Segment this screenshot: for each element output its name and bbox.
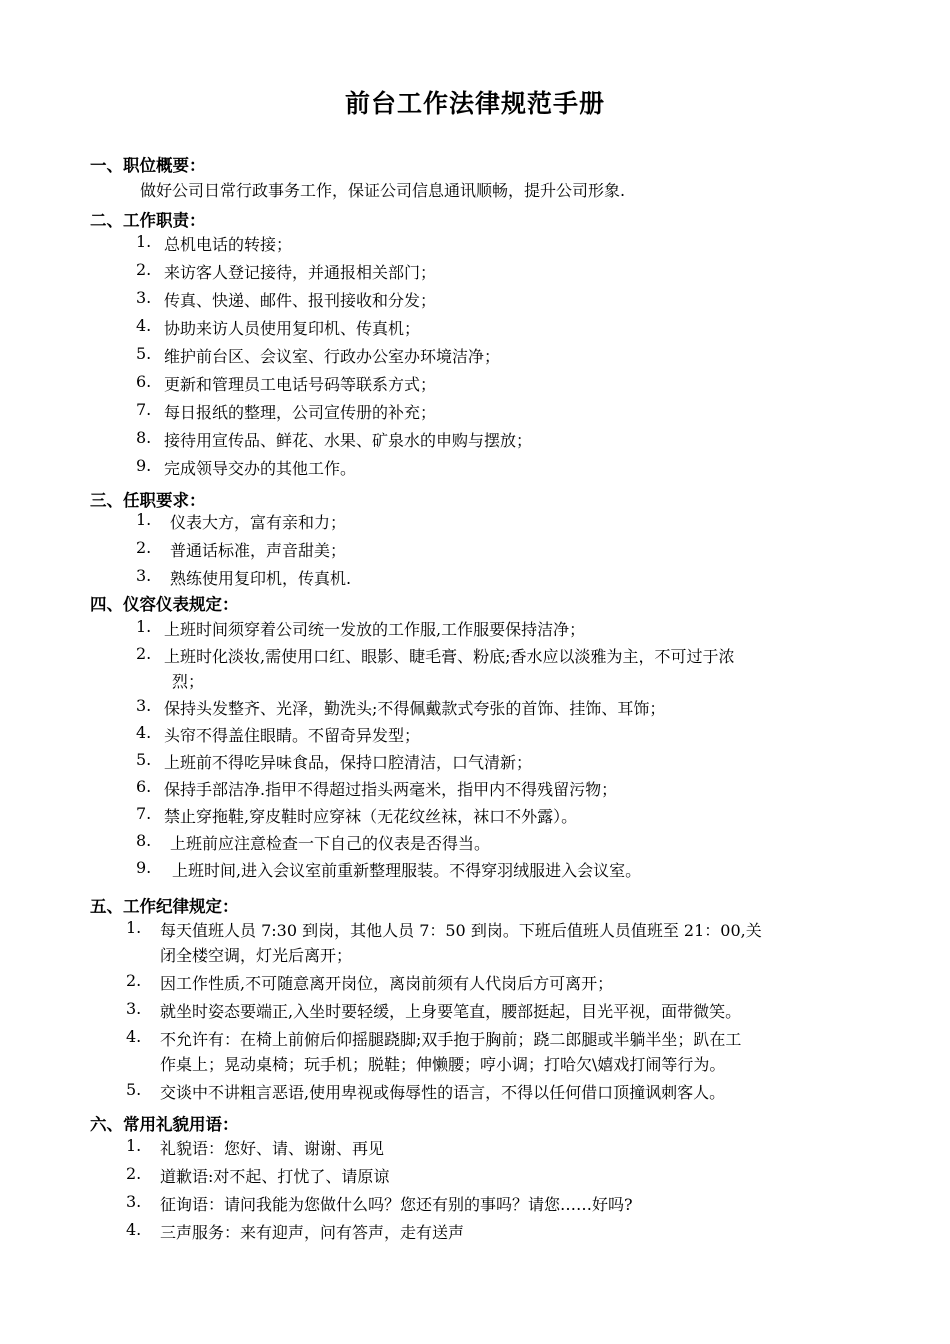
section-paragraph: 做好公司日常行政事务工作，保证公司信息通讯顺畅，提升公司形象. [140, 181, 626, 200]
list-item-number: 8. [136, 428, 152, 447]
list-item-text: 接待用宣传品、鲜花、水果、矿泉水的申购与摆放； [164, 431, 533, 450]
list-item-number: 3. [126, 1192, 142, 1211]
list-item-text: 上班时间,进入会议室前重新整理服装。不得穿羽绒服进入会议室。 [172, 861, 642, 880]
list-item-number: 2. [136, 644, 152, 663]
list-item-text: 来访客人登记接待，并通报相关部门； [164, 263, 437, 282]
list-item-text: 因工作性质,不可随意离开岗位，离岗前须有人代岗后方可离开； [160, 974, 614, 993]
section-heading: 五、工作纪律规定： [90, 897, 239, 916]
list-item-text: 熟练使用复印机，传真机. [170, 569, 352, 588]
list-item-number: 5. [136, 750, 152, 769]
list-item-text: 作桌上；晃动桌椅；玩手机；脱鞋；伸懒腰；哼小调；打哈欠\嬉戏打闹等行为。 [160, 1055, 726, 1074]
list-item-text: 普通话标准，声音甜美； [170, 541, 347, 560]
list-item-text: 交谈中不讲粗言恶语,使用卑视或侮辱性的语言，不得以任何借口顶撞讽刺客人。 [160, 1083, 726, 1102]
list-item-text: 头帘不得盖住眼睛。不留奇异发型； [164, 726, 421, 745]
list-item-text: 仪表大方，富有亲和力； [170, 513, 347, 532]
section-heading: 四、仪容仪表规定： [90, 595, 239, 614]
list-item-text: 禁止穿拖鞋,穿皮鞋时应穿袜（无花纹丝袜，袜口不外露）。 [164, 807, 578, 826]
list-item-number: 5. [136, 344, 152, 363]
list-item-number: 2. [136, 260, 152, 279]
list-item-number: 8. [136, 831, 152, 850]
list-item-number: 4. [126, 1027, 142, 1046]
list-item-number: 5. [126, 1080, 142, 1099]
section-heading: 一、职位概要： [90, 156, 206, 175]
list-item-number: 9. [136, 858, 152, 877]
list-item-number: 9. [136, 456, 152, 475]
list-item-text: 上班时化淡妆,需使用口红、眼影、睫毛膏、粉底;香水应以淡雅为主，不可过于浓 [164, 647, 735, 666]
list-item-number: 2. [126, 1164, 142, 1183]
list-item-text: 维护前台区、会议室、行政办公室办环境洁净； [164, 347, 501, 366]
list-item-number: 3. [136, 288, 152, 307]
section-heading: 六、常用礼貌用语： [90, 1115, 239, 1134]
list-item-number: 1. [136, 510, 152, 529]
list-item-number: 4. [136, 316, 152, 335]
list-item-number: 3. [126, 999, 142, 1018]
list-item-number: 4. [126, 1220, 142, 1239]
list-item-text: 协助来访人员使用复印机、传真机； [164, 319, 421, 338]
list-item-text: 三声服务：来有迎声，问有答声，走有送声 [160, 1223, 465, 1242]
list-item-number: 1. [136, 617, 152, 636]
list-item-text: 保持头发整齐、光泽，勤洗头;不得佩戴款式夸张的首饰、挂饰、耳饰； [164, 699, 666, 718]
list-item-text: 上班前不得吃异味食品，保持口腔清洁，口气清新； [164, 753, 533, 772]
list-item-text: 烈； [172, 672, 205, 691]
list-item-text: 完成领导交办的其他工作。 [164, 459, 357, 478]
section-heading: 三、任职要求： [90, 491, 206, 510]
list-item-text: 传真、快递、邮件、报刊接收和分发； [164, 291, 437, 310]
list-item-number: 2. [126, 971, 142, 990]
list-item-number: 6. [136, 777, 152, 796]
list-item-number: 1. [126, 1136, 142, 1155]
list-item-text: 保持手部洁净.指甲不得超过指头两毫米，指甲内不得残留污物； [164, 780, 618, 799]
section-heading: 二、工作职责： [90, 211, 206, 230]
list-item-text: 总机电话的转接； [164, 235, 293, 254]
list-item-number: 2. [136, 538, 152, 557]
list-item-text: 礼貌语：您好、请、谢谢、再见 [160, 1139, 385, 1158]
list-item-text: 上班前应注意检查一下自己的仪表是否得当。 [170, 834, 491, 853]
list-item-number: 7. [136, 804, 152, 823]
list-item-text: 道歉语:对不起、打忧了、请原谅 [160, 1167, 390, 1186]
list-item-text: 不允许有：在椅上前俯后仰摇腿跷脚;双手抱于胸前；跷二郎腿或半躺半坐；趴在工 [160, 1030, 742, 1049]
list-item-text: 征询语：请问我能为您做什么吗？您还有别的事吗？请您……好吗? [160, 1195, 633, 1214]
list-item-text: 每天值班人员 7:30 到岗，其他人员 7：50 到岗。下班后值班人员值班至 21：00,关 [160, 921, 762, 940]
list-item-text: 闭全楼空调，灯光后离开； [160, 946, 353, 965]
document-title: 前台工作法律规范手册 [344, 89, 605, 118]
list-item-text: 每日报纸的整理，公司宣传册的补充； [164, 403, 437, 422]
list-item-number: 1. [126, 918, 142, 937]
list-item-text: 更新和管理员工电话号码等联系方式； [164, 375, 437, 394]
list-item-number: 3. [136, 566, 152, 585]
list-item-text: 上班时间须穿着公司统一发放的工作服,工作服要保持洁净； [164, 620, 586, 639]
list-item-number: 3. [136, 696, 152, 715]
list-item-number: 4. [136, 723, 152, 742]
list-item-number: 7. [136, 400, 152, 419]
list-item-text: 就坐时姿态要端正,入坐时要轻缓，上身要笔直，腰部挺起，目光平视，面带微笑。 [160, 1002, 742, 1021]
list-item-number: 1. [136, 232, 152, 251]
list-item-number: 6. [136, 372, 152, 391]
